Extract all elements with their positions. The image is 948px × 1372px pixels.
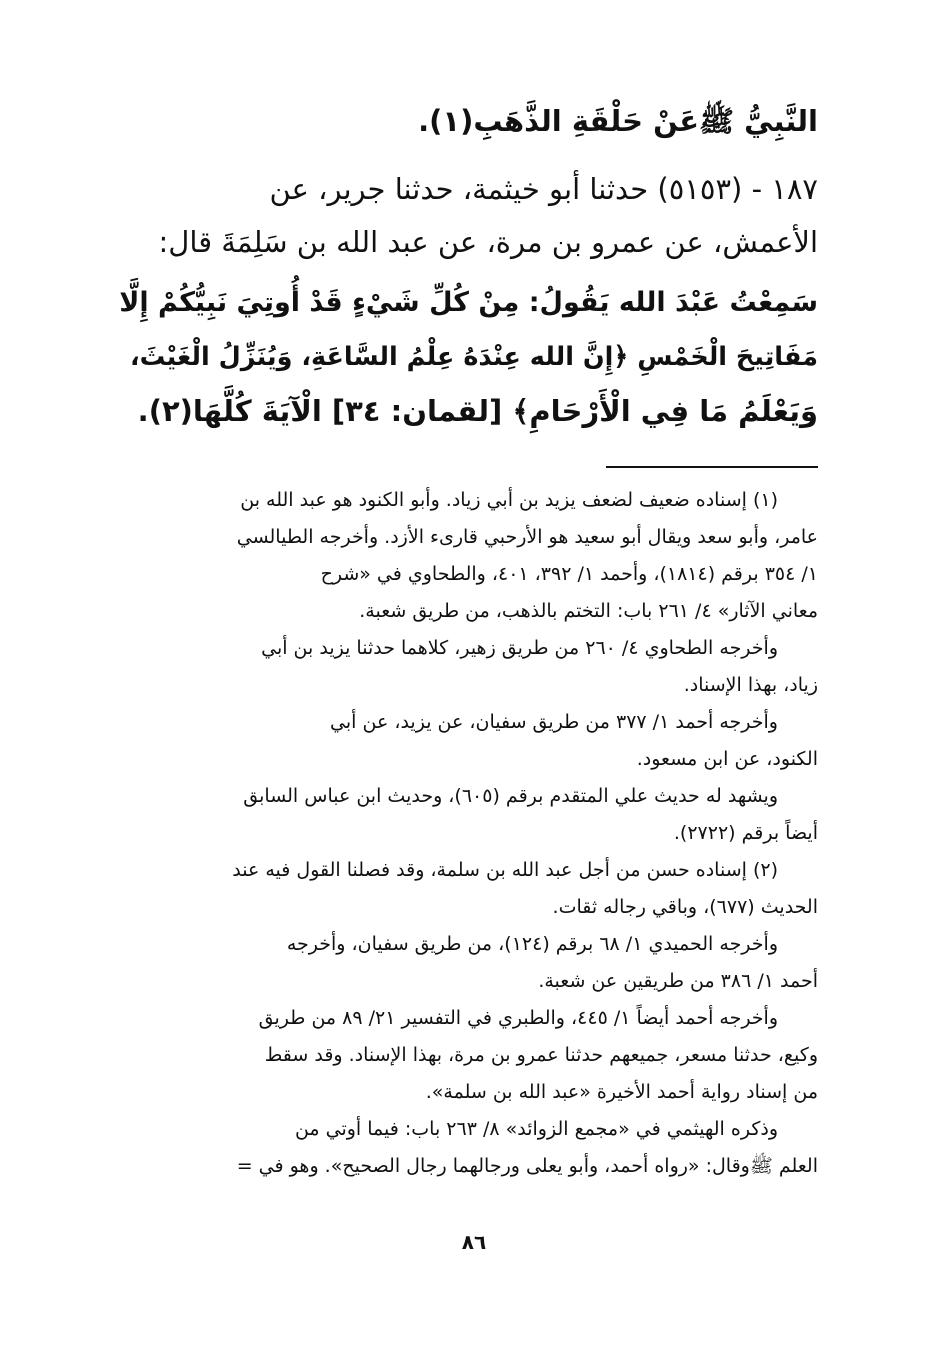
footnote-line: (١) إسناده ضعيف لضعف يزيد بن أبي زياد. وأبو الكنود هو عبد الله بن	[240, 489, 778, 511]
footnote-line: (٢) إسناده حسن من أجل عبد الله بن سلمة، وقد فصلنا القول فيه عند	[232, 859, 778, 881]
hadith-line-2: الأعمش، عن عمرو بن مرة، عن عبد الله بن سَلِمَةَ قال:	[158, 225, 818, 259]
footnote-line: وأخرجه الحميدي ١/ ٦٨ برقم (١٢٤)، من طريق سفيان، وأخرجه	[286, 933, 778, 955]
matn-line-3: وَيَعْلَمُ مَا فِي الْأَرْحَامِ﴾ [لقمان: ٣٤] الْآيَةَ كُلَّهَا(٢).	[137, 394, 818, 428]
matn-line-2: مَفَاتِيحَ الْخَمْسِ ﴿إِنَّ الله عِنْدَهُ عِلْمُ السَّاعَةِ، وَيُنَزِّلُ الْغَيْثَ،	[129, 342, 818, 372]
footnotes	[118, 482, 818, 1185]
footnote-separator	[606, 466, 818, 468]
page-number: ٨٦	[461, 1230, 487, 1254]
hadith-line-1: ١٨٧ - (٥١٥٣) حدثنا أبو خيثمة، حدثنا جرير، عن	[269, 172, 818, 206]
footnote-line: أيضاً برقم (٢٧٢٢).	[673, 822, 818, 844]
footnote-line: الكنود، عن ابن مسعود.	[636, 748, 818, 770]
footnote-line: معاني الآثار» ٤/ ٢٦١ باب: التختم بالذهب، من طريق شعبة.	[359, 600, 818, 622]
footnote-line: وأخرجه الطحاوي ٤/ ٢٦٠ من طريق زهير، كلاهما حدثنا يزيد بن أبي	[261, 637, 778, 659]
footnote-line: العلم ﷺوقال: «رواه أحمد، وأبو يعلى ورجالهما رجال الصحيح». وهو في =	[236, 1155, 818, 1177]
footnote-line: ١/ ٣٥٤ برقم (١٨١٤)، وأحمد ١/ ٣٩٢، ٤٠١، والطحاوي في «شرح	[320, 563, 818, 585]
footnote-line: عامر، وأبو سعد ويقال أبو سعيد هو الأرحبي قارىء الأزد. وأخرجه الطيالسي	[236, 526, 818, 548]
matn-line-1: سَمِعْتُ عَبْدَ الله يَقُولُ: مِنْ كُلِّ شَيْءٍ قَدْ أُوتِيَ نَبِيُّكُمْ إِلَّا	[119, 287, 818, 318]
footnote-line: زياد، بهذا الإسناد.	[683, 674, 818, 696]
main-line-1: النَّبِيُّ ﷺعَنْ حَلْقَةِ الذَّهَبِ(١).	[418, 104, 818, 138]
footnote-line: أحمد ١/ ٣٨٦ من طريقين عن شعبة.	[538, 970, 818, 992]
footnote-line: وكيع، حدثنا مسعر، جميعهم حدثنا عمرو بن مرة، بهذا الإسناد. وقد سقط	[264, 1044, 818, 1066]
footnote-line: ويشهد له حديث علي المتقدم برقم (٦٠٥)، وحديث ابن عباس السابق	[243, 785, 778, 807]
footnote-line: وذكره الهيثمي في «مجمع الزوائد» ٨/ ٢٦٣ باب: فيما أوتي من	[294, 1118, 778, 1140]
footnote-line: الحديث (٦٧٧)، وباقي رجاله ثقات.	[552, 896, 818, 918]
footnote-line: وأخرجه أحمد ١/ ٣٧٧ من طريق سفيان، عن يزيد، عن أبي	[330, 711, 778, 733]
footnote-line: من إسناد رواية أحمد الأخيرة «عبد الله بن سلمة».	[425, 1081, 818, 1103]
footnote-line: وأخرجه أحمد أيضاً ١/ ٤٤٥، والطبري في التفسير ٢١/ ٨٩ من طريق	[258, 1007, 778, 1029]
main-text	[118, 0, 818, 460]
